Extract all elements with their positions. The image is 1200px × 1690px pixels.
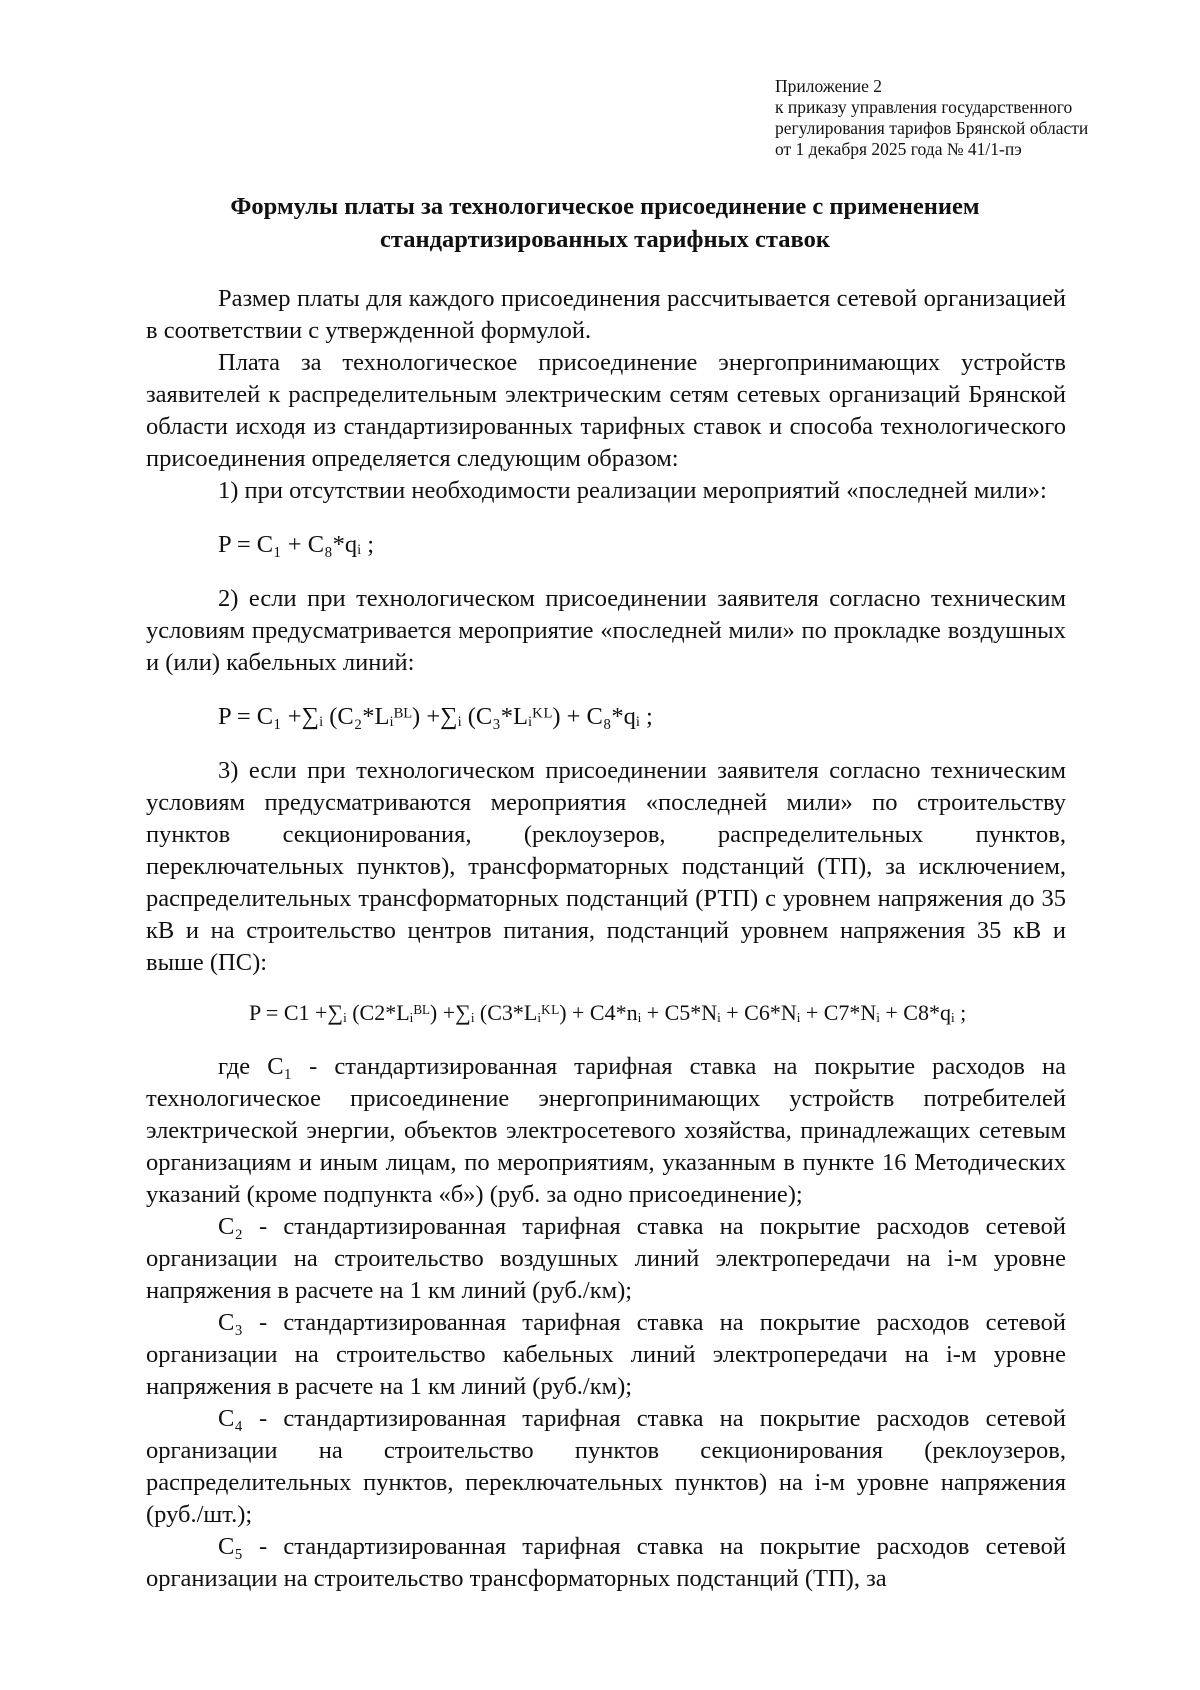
spacer [146, 733, 1066, 755]
document-body [146, 283, 1066, 1595]
appendix-line-3: регулирования тарифов Брянской области [775, 118, 1089, 138]
list-item-2: 2) если при технологическом присоединении заявителя согласно техническим условиям предусматривается мероприятие «последней мили» по прокладке воздушных и (или) кабельных линий: [146, 585, 1066, 676]
document-title [140, 190, 1070, 256]
appendix-line-4: от 1 декабря 2025 года № 41/1-пэ [775, 139, 1022, 159]
appendix-line-2: к приказу управления государственного [775, 97, 1073, 117]
spacer [146, 561, 1066, 583]
definition-c4: C₄ - стандартизированная тарифная ставка на покрытие расходов сетевой организации на строительство пунктов секционирования (реклоузеров, распределительных пунктов, переключательных пунктов) на i-м уровне напряжения (руб./шт.); [146, 1405, 1066, 1528]
title-line-2: стандартизированных тарифных ставок [380, 226, 830, 253]
spacer [146, 979, 1066, 997]
definition-c3: C₃ - стандартизированная тарифная ставка на покрытие расходов сетевой организации на строительство кабельных линий электропередачи на i-м уровне напряжения в расчете на 1 км линий (руб./км); [146, 1309, 1066, 1400]
spacer [146, 1029, 1066, 1051]
formula-3: P = C1 +∑ᵢ (C2*Lᵢᴮᴸ) +∑ᵢ (C3*Lᵢᴷᴸ) + C4*nᵢ + C5*Nᵢ + C6*Nᵢ + C7*Nᵢ + C8*qᵢ ; [249, 1000, 967, 1025]
formula-2: P = C₁ +∑ᵢ (C₂*Lᵢᴮᴸ) +∑ᵢ (C₃*Lᵢᴷᴸ) + C₈*qᵢ ; [218, 703, 653, 730]
definition-c2: C₂ - стандартизированная тарифная ставка на покрытие расходов сетевой организации на строительство воздушных линий электропередачи на i-м уровне напряжения в расчете на 1 км линий (руб./км); [146, 1213, 1066, 1304]
spacer [146, 679, 1066, 701]
spacer [146, 507, 1066, 529]
definition-c5: C₅ - стандартизированная тарифная ставка на покрытие расходов сетевой организации на строительство трансформаторных подстанций (ТП), за [146, 1533, 1066, 1592]
definition-c1: где C₁ - стандартизированная тарифная ставка на покрытие расходов на технологическое присоединение энергопринимающих устройств потребителей электрической энергии, объектов электросетевого хозяйства, принадлежащих сетевым организациям и иным лицам, по мероприятиям, указанным в пункте 16 Методических указаний (кроме подпункта «б») (руб. за одно присоединение); [146, 1053, 1066, 1208]
appendix-header [775, 76, 1088, 160]
paragraph-method: Плата за технологическое присоединение энергопринимающих устройств заявителей к распределительным электрическим сетям сетевых организаций Брянской области исходя из стандартизированных тарифных ставок и способа технологического присоединения определяется следующим образом: [146, 349, 1066, 472]
list-item-3: 3) если при технологическом присоединении заявителя согласно техническим условиям предусматриваются мероприятия «последней мили» по строительству пунктов секционирования, (реклоузеров, распределительных пунктов, переключательных пунктов), трансформаторных подстанций (ТП), за исключением, распределительных трансформаторных подстанций (РТП) с уровнем напряжения до 35 кВ и на строительство центров питания, подстанций уровнем напряжения 35 кВ и выше (ПС): [146, 757, 1066, 976]
formula-1: P = C₁ + C₈*qᵢ ; [218, 531, 375, 558]
list-item-1: 1) при отсутствии необходимости реализации мероприятий «последней мили»: [218, 477, 1047, 504]
paragraph-intro: Размер платы для каждого присоединения рассчитывается сетевой организацией в соответствии с утвержденной формулой. [146, 285, 1066, 344]
appendix-line-1: Приложение 2 [775, 76, 883, 96]
title-line-1: Формулы платы за технологическое присоединение с применением [230, 193, 980, 220]
